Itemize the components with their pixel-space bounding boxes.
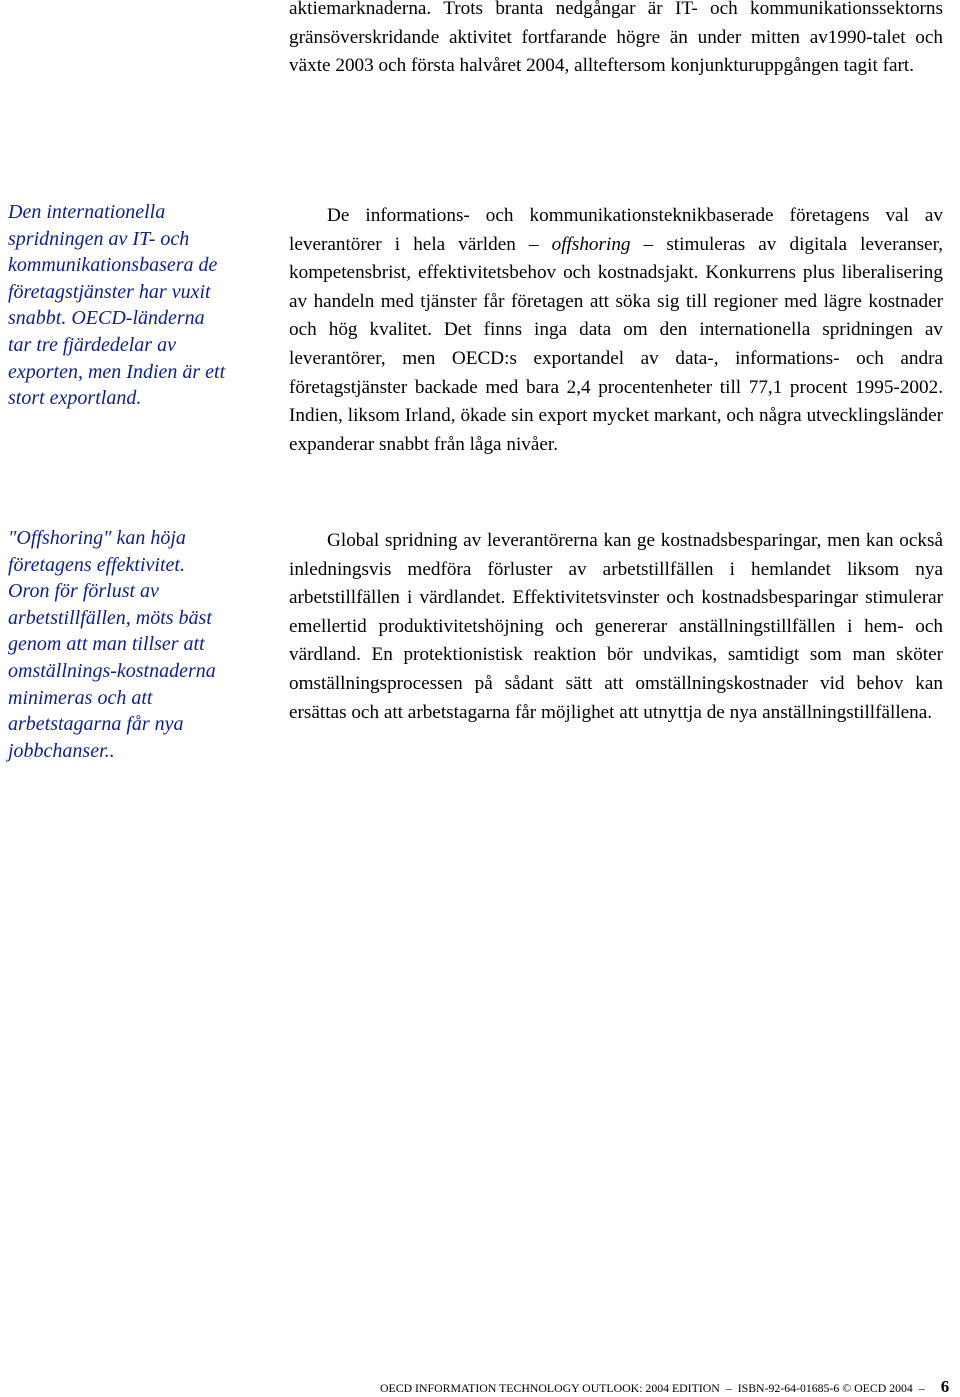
footer-dash-2: –: [918, 1381, 925, 1395]
offshoring-term: offshoring: [551, 233, 631, 255]
footer-publication: OECD INFORMATION TECHNOLOGY OUTLOOK: 2004 EDITION: [380, 1381, 720, 1395]
paragraph-text-start: De informations- och kommunikationsteknikbaserade företagens val av leverantörer i hela världen –: [289, 205, 943, 255]
body-paragraph-offshoring: [289, 202, 943, 459]
sidebar-note-internationalization: Den internationella spridningen av IT- och kommunikationsbasera de företagstjänster har vuxit snabbt. OECD-länderna tar tre fjärdedelar av exporten, men Indien är ett stort exportland.: [8, 201, 226, 410]
footer-isbn: ISBN-92-64-01685-6 © OECD 2004: [737, 1381, 913, 1395]
footer-dash: –: [725, 1381, 732, 1395]
page-number: 6: [940, 1377, 950, 1396]
paragraph-offshoring-text: [289, 202, 943, 459]
paragraph-text-end: – stimuleras av digitala leveranser, kompetensbrist, effektivitetsbehov och kostnadsjakt. Konkurrens plus liberalisering av handeln med tjänster får företagen att söka sig till regioner med lägre kostnader och hög kvalitet. Det finns inga data om den internationella spridningen av leverantörer, men OECD:s exportandel av data-, informations- och andra företagstjänster backade med bara 2,4 procentenheter till 77,1 procent 1995-2002. Indien, liksom Irland, ökade sin export mycket markant, och några utvecklingsländer expanderar snabbt från låga nivåer.: [289, 233, 943, 455]
sidebar-note-efficiency: "Offshoring" kan höja företagens effektivitet. Oron för förlust av arbetstillfällen, möts bäst genom att man tillser att omställnings-kostnaderna minimeras och att arbetstagarna får nya jobbchanser..: [8, 527, 216, 762]
paragraph-global-spread-text: Global spridning av leverantörerna kan ge kostnadsbesparingar, men kan också inledningsvis medföra förluster av arbetstillfällen i hemlandet liksom nya arbetstillfällen i värdlandet. Effektivitetsvinster och kostnadsbesparingar stimulerar emellertid produktivitetshöjning och genererar anställningstillfällen i hem- och värdland. En protektionistisk reaktion bör undvikas, samtidigt som man sköter omställningsprocessen på sådant sätt att omställningskostnader vid behov kan ersättas och att arbetstagarna får möjlighet att utnyttja de nya anställningstillfällena.: [289, 530, 943, 723]
top-paragraph-text: aktiemarknaderna. Trots branta nedgångar är IT- och kommunikationssektorns gränsöverskridande aktivitet fortfarande högre än under mitten av1990-talet och växte 2003 och första halvåret 2004, allteftersom konjunkturuppgången tagit fart.: [289, 0, 943, 77]
body-paragraph-global-spread: [289, 527, 943, 727]
top-paragraph: [289, 0, 943, 81]
page-footer: [380, 1378, 948, 1397]
